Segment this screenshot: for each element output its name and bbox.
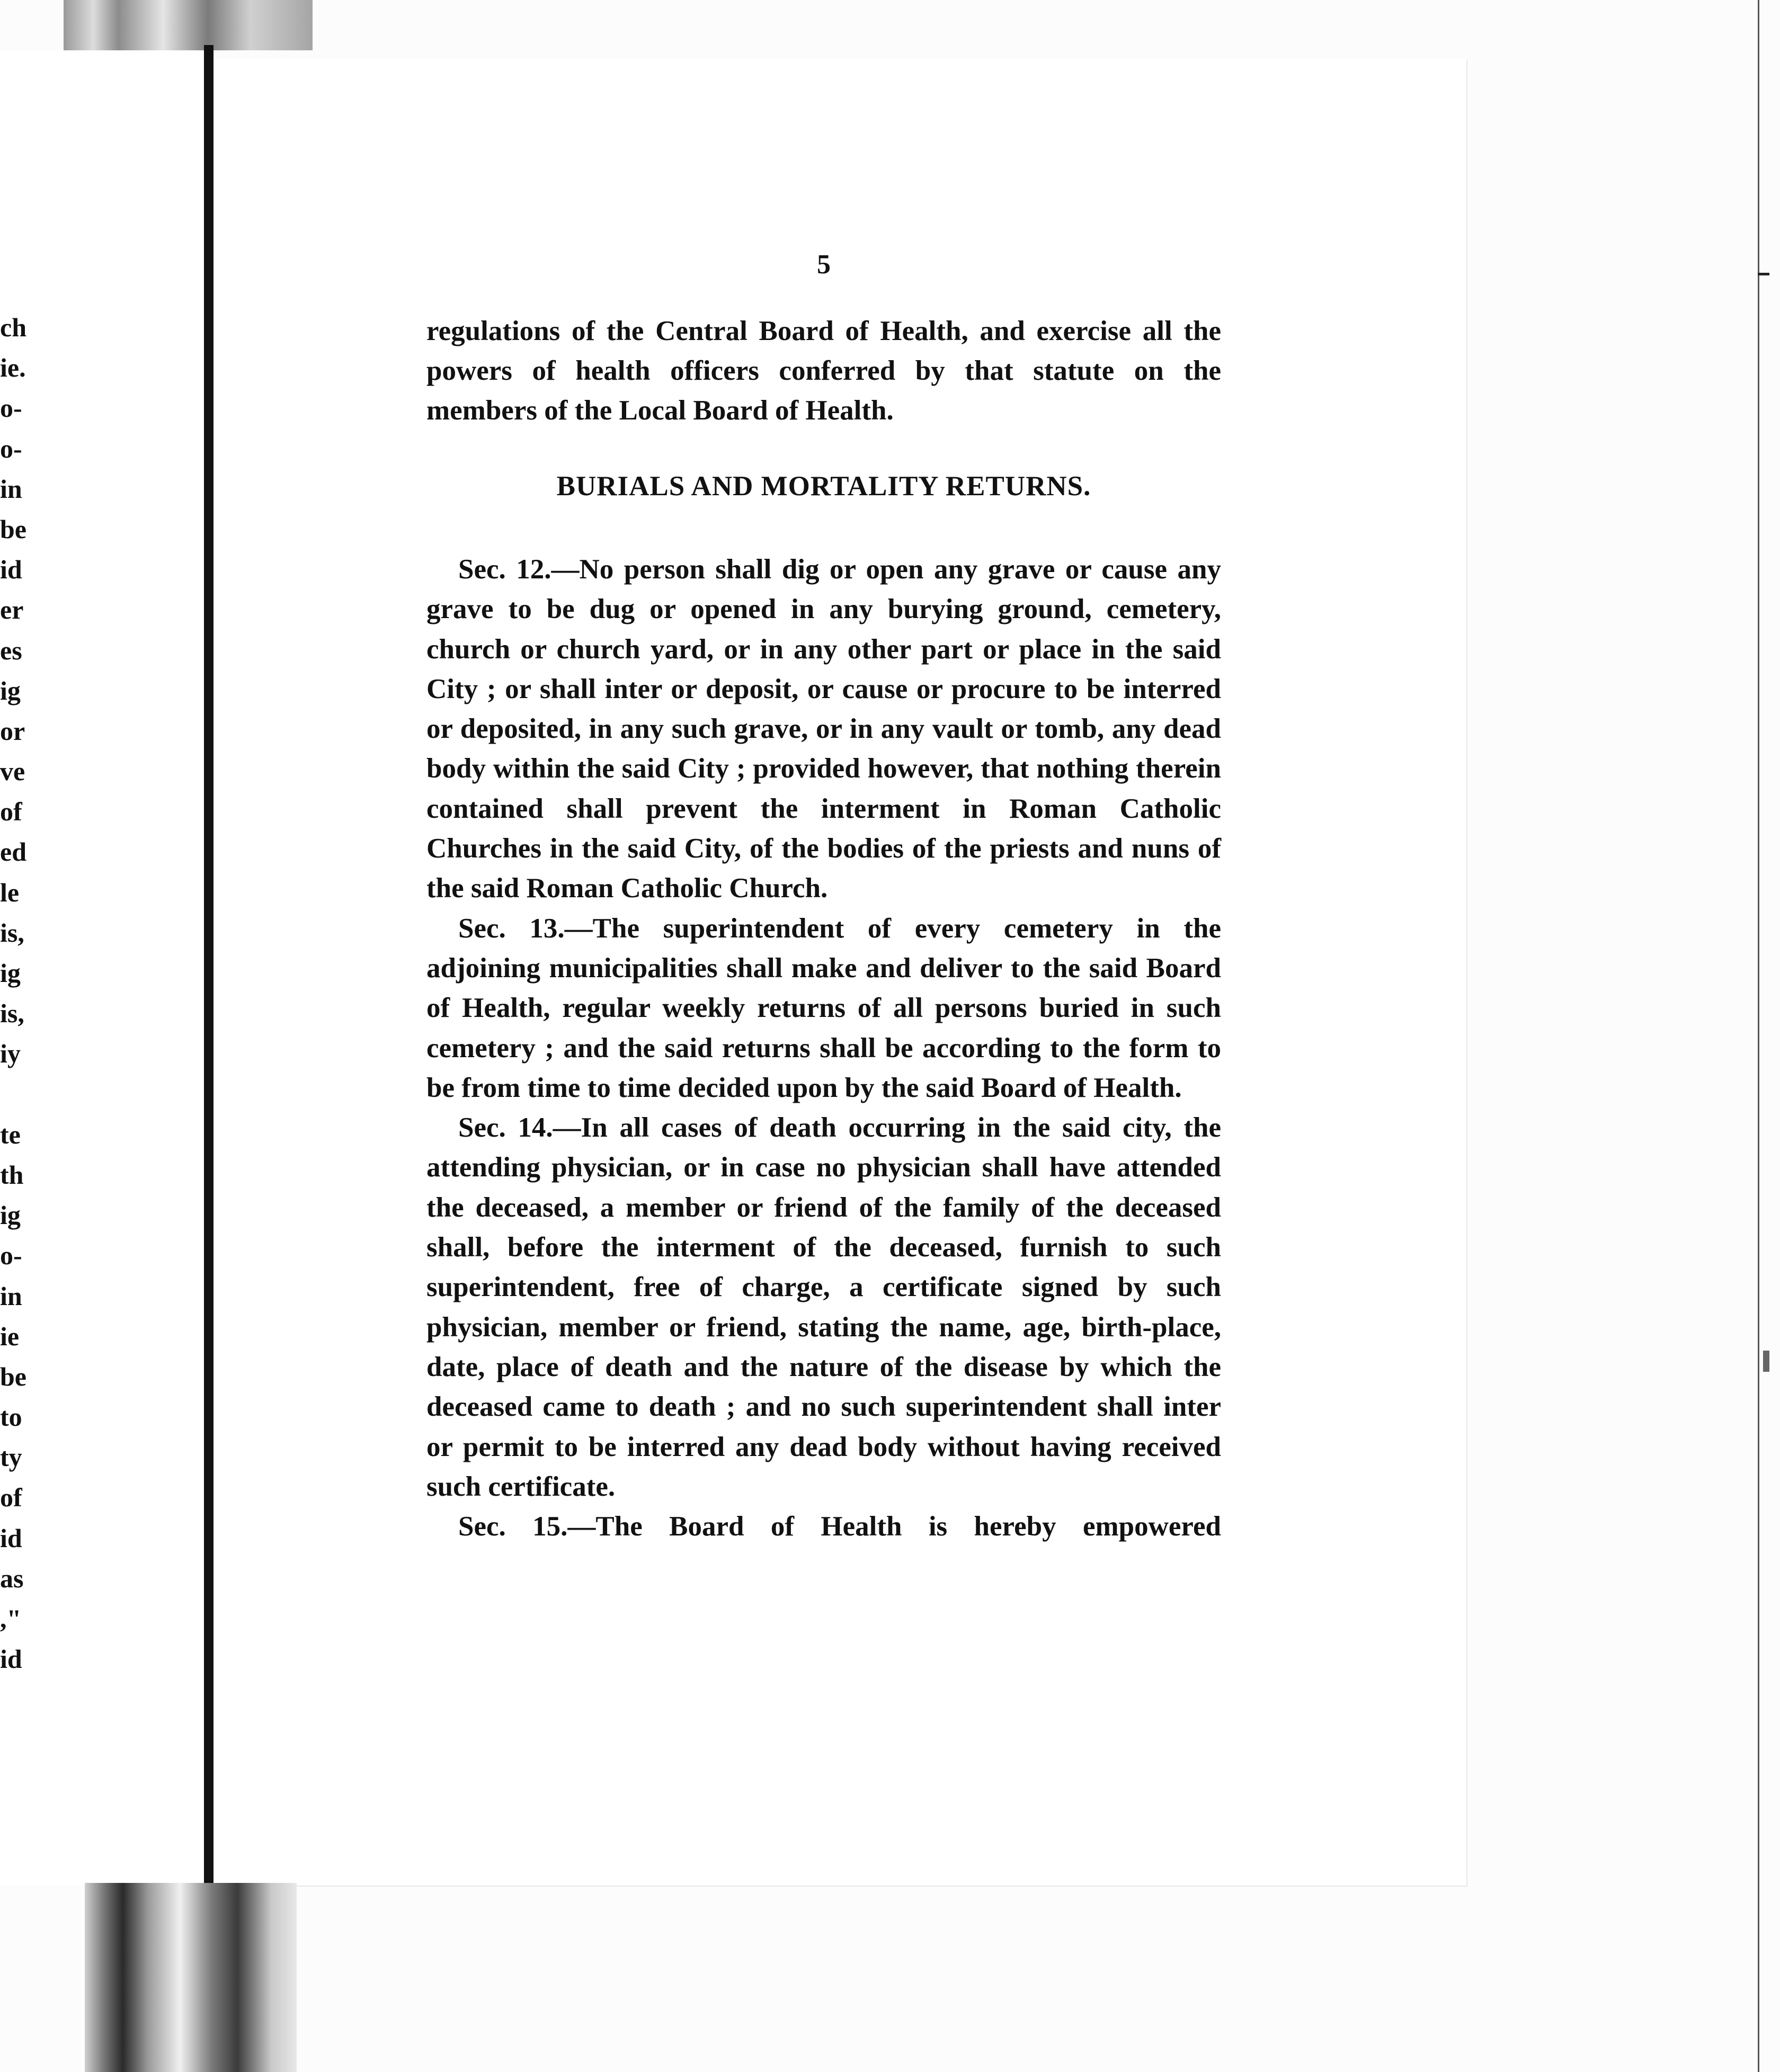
left-fragment: or	[0, 716, 25, 746]
left-fragment: o-	[0, 1240, 22, 1271]
left-fragment: be	[0, 1361, 26, 1391]
page-number: 5	[817, 249, 831, 280]
section-12: Sec. 12.—No person shall dig or open any grave or cause any grave to be dug or opened in any burying ground, cemetery, church or church yard, or in any other part or place in the said City ; or shall inter or deposit, or cause or procure to be interred or deposited, in any such grave, or in any vault or tomb, any dead body within the said City ; provided however, that nothing therein contained shall prevent the interment in Roman Catholic Churches in the said City, of the bodies of the priests and nuns of the said Roman Catholic Church.	[426, 554, 1221, 904]
left-fragment: be	[0, 514, 26, 544]
section-heading: BURIALS AND MORTALITY RETURNS.	[556, 471, 1091, 502]
sections-block	[426, 550, 1221, 1547]
left-fragment: te	[0, 1119, 21, 1149]
left-fragment: ch	[0, 312, 26, 342]
scan-right-edge	[1758, 0, 1759, 2072]
left-fragment: ie	[0, 1321, 20, 1351]
left-fragment: er	[0, 595, 24, 625]
left-fragment: th	[0, 1159, 24, 1190]
left-fragment: id	[0, 1644, 22, 1674]
section-14: Sec. 14.—In all cases of death occurring in the said city, the attending physician, or in case no physician shall have attended the deceased, a member or friend of the family of the deceased shall, before the interment of the deceased, furnish to such superintendent, free of charge, a certificate signed by such physician, member or friend, stating the name, age, birth-place, date, place of death and the nature of the disease by which the deceased came to death ; and no such superintendent shall inter or permit to be interred any dead body without having received such certificate.	[426, 1112, 1221, 1502]
left-fragment: of	[0, 1482, 22, 1513]
left-fragment: ie.	[0, 353, 26, 383]
scan-mark	[1763, 1351, 1769, 1372]
left-fragment: ig	[0, 675, 21, 705]
left-fragment: id	[0, 555, 22, 585]
left-fragment: id	[0, 1523, 22, 1553]
left-fragment: as	[0, 1563, 24, 1593]
left-fragment: is,	[0, 917, 24, 948]
scan-mark	[1758, 273, 1769, 275]
left-fragment: o-	[0, 433, 22, 463]
scan-top-edge	[64, 0, 313, 50]
left-fragment: le	[0, 877, 20, 907]
left-fragment: ve	[0, 756, 25, 787]
left-fragment: ty	[0, 1442, 22, 1472]
left-fragment: is,	[0, 998, 24, 1029]
book-spine	[204, 45, 213, 1888]
left-fragment: es	[0, 635, 22, 665]
scan-bottom-edge	[85, 1883, 297, 2072]
left-fragment: ig	[0, 958, 21, 988]
opening-paragraph: regulations of the Central Board of Health, and exercise all the powers of health officers conferred by that statute on the members of the Local Board of Health.	[426, 316, 1221, 426]
left-page-text-fragments	[0, 307, 53, 1679]
left-fragment: ,"	[0, 1604, 22, 1633]
left-fragment: o-	[0, 393, 22, 423]
left-fragment: to	[0, 1402, 22, 1432]
left-fragment: ig	[0, 1200, 21, 1230]
opening-paragraph-block	[426, 311, 1221, 431]
left-fragment: ed	[0, 837, 26, 867]
section-15: Sec. 15.—The Board of Health is hereby empowered	[458, 1511, 1221, 1542]
section-13: Sec. 13.—The superintendent of every cemetery in the adjoining municipalities shall make and deliver to the said Board of Health, regular weekly returns of all persons buried in such cemetery ; and the said returns shall be according to the form to be from time to time decided upon by the said Board of Health.	[426, 913, 1221, 1103]
left-fragment: in	[0, 1281, 22, 1311]
left-fragment	[0, 1074, 53, 1114]
left-fragment: of	[0, 797, 22, 827]
left-fragment: in	[0, 474, 22, 504]
left-fragment: iy	[0, 1039, 21, 1069]
